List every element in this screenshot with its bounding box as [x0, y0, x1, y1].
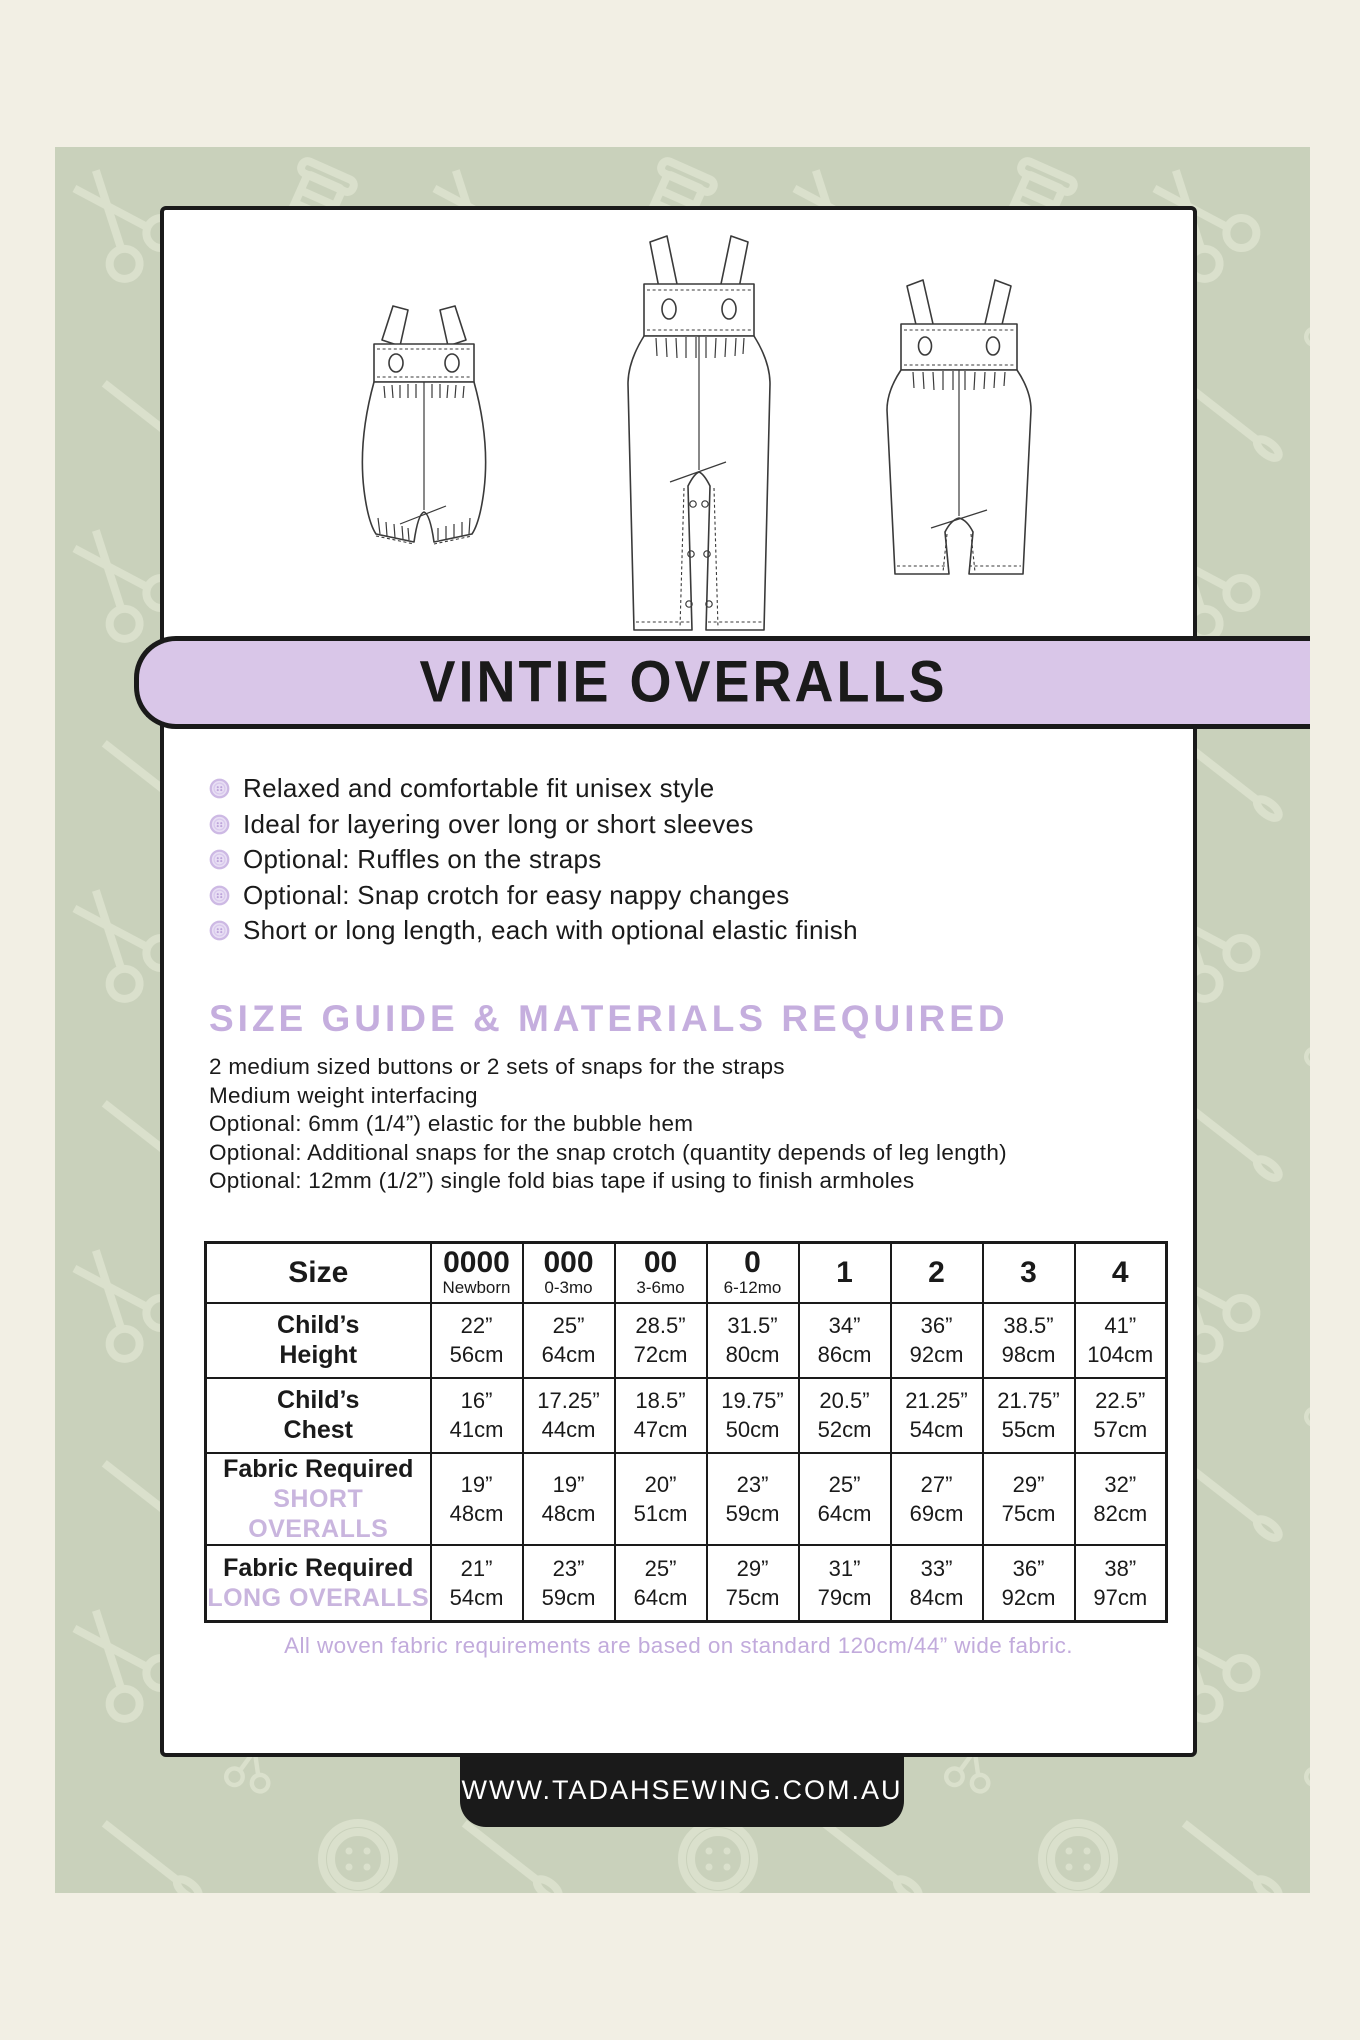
- table-cell: 29” 75cm: [707, 1545, 799, 1622]
- feature-text: Optional: Ruffles on the straps: [243, 844, 602, 875]
- materials-line: Optional: 6mm (1/4”) elastic for the bubble hem: [209, 1111, 694, 1137]
- table-cell: 23” 59cm: [523, 1545, 615, 1622]
- table-cell: 18.5” 47cm: [615, 1378, 707, 1453]
- button-bullet-icon: [209, 920, 230, 941]
- technical-drawings: [164, 210, 1193, 650]
- table-cell: 38” 97cm: [1075, 1545, 1167, 1622]
- table-row-height: [206, 1303, 1167, 1378]
- feature-item: [209, 878, 858, 914]
- materials-line: Optional: 12mm (1/2”) single fold bias tape if using to finish armholes: [209, 1168, 915, 1194]
- table-cell: 41” 104cm: [1075, 1303, 1167, 1378]
- table-cell: 38.5” 98cm: [983, 1303, 1075, 1378]
- materials-line: Medium weight interfacing: [209, 1082, 478, 1108]
- table-cell: 19” 48cm: [523, 1453, 615, 1545]
- size-column-header: 4: [1075, 1243, 1167, 1303]
- feature-item: [209, 807, 858, 843]
- size-table-header-row: [206, 1243, 1167, 1303]
- table-cell: 31.5” 80cm: [707, 1303, 799, 1378]
- button-bullet-icon: [209, 885, 230, 906]
- table-cell: 36” 92cm: [983, 1545, 1075, 1622]
- table-cell: 31” 79cm: [799, 1545, 891, 1622]
- table-cell: 25” 64cm: [799, 1453, 891, 1545]
- short-bubble-romper-drawing: [334, 300, 514, 580]
- table-cell: 28.5” 72cm: [615, 1303, 707, 1378]
- table-cell: 34” 86cm: [799, 1303, 891, 1378]
- table-cell: 20” 51cm: [615, 1453, 707, 1545]
- materials-line: Optional: Additional snaps for the snap crotch (quantity depends of leg length): [209, 1139, 1007, 1165]
- feature-item: [209, 913, 858, 949]
- feature-item: [209, 842, 858, 878]
- button-bullet-icon: [209, 778, 230, 799]
- table-cell: 25” 64cm: [615, 1545, 707, 1622]
- table-cell: 33” 84cm: [891, 1545, 983, 1622]
- materials-line: 2 medium sized buttons or 2 sets of snaps for the straps: [209, 1054, 785, 1079]
- table-cell: 17.25” 44cm: [523, 1378, 615, 1453]
- table-cell: 16” 41cm: [431, 1378, 523, 1453]
- feature-text: Relaxed and comfortable fit unisex style: [243, 773, 715, 804]
- table-row-fabric-short: [206, 1453, 1167, 1545]
- table-cell: 25” 64cm: [523, 1303, 615, 1378]
- row-label: Fabric Required LONG OVERALLS: [206, 1545, 431, 1622]
- size-corner-label: Size: [206, 1243, 431, 1303]
- row-label: Child’s Height: [206, 1303, 431, 1378]
- feature-text: Short or long length, each with optional elastic finish: [243, 915, 858, 946]
- table-row-fabric-long: [206, 1545, 1167, 1622]
- row-label: Child’s Chest: [206, 1378, 431, 1453]
- size-table: [204, 1241, 1168, 1623]
- size-column-header: 1: [799, 1243, 891, 1303]
- short-overalls-drawing: [879, 278, 1039, 590]
- table-cell: 22.5” 57cm: [1075, 1378, 1167, 1453]
- table-cell: 29” 75cm: [983, 1453, 1075, 1545]
- button-bullet-icon: [209, 814, 230, 835]
- table-cell: 23” 59cm: [707, 1453, 799, 1545]
- table-cell: 22” 56cm: [431, 1303, 523, 1378]
- feature-text: Ideal for layering over long or short sleeves: [243, 808, 754, 839]
- website-url: WWW.TADAHSEWING.COM.AU: [461, 1774, 903, 1805]
- feature-text: Optional: Snap crotch for easy nappy changes: [243, 879, 790, 910]
- size-column-header: 3: [983, 1243, 1075, 1303]
- long-overalls-drawing: [614, 232, 784, 644]
- table-cell: 19.75” 50cm: [707, 1378, 799, 1453]
- table-cell: 32” 82cm: [1075, 1453, 1167, 1545]
- title-banner: [134, 636, 1310, 729]
- materials-list: [209, 1053, 1007, 1196]
- row-label: Fabric Required SHORT OVERALLS: [206, 1453, 431, 1545]
- table-row-chest: [206, 1378, 1167, 1453]
- size-guide-heading: SIZE GUIDE & MATERIALS REQUIRED: [209, 998, 1009, 1039]
- fabric-width-note: All woven fabric requirements are based on standard 120cm/44” wide fabric.: [284, 1633, 1073, 1658]
- size-column-header: 000 0-3mo: [523, 1243, 615, 1303]
- table-cell: 21.25” 54cm: [891, 1378, 983, 1453]
- feature-item: [209, 771, 858, 807]
- size-column-header: 0000 Newborn: [431, 1243, 523, 1303]
- table-cell: 27” 69cm: [891, 1453, 983, 1545]
- website-banner: [460, 1753, 904, 1827]
- size-column-header: 2: [891, 1243, 983, 1303]
- size-column-header: 0 6-12mo: [707, 1243, 799, 1303]
- table-cell: 20.5” 52cm: [799, 1378, 891, 1453]
- pattern-card: [160, 206, 1197, 1757]
- table-cell: 19” 48cm: [431, 1453, 523, 1545]
- table-cell: 21.75” 55cm: [983, 1378, 1075, 1453]
- button-bullet-icon: [209, 849, 230, 870]
- page-title: VINTIE OVERALLS: [419, 649, 948, 715]
- table-cell: 36” 92cm: [891, 1303, 983, 1378]
- feature-list: [209, 771, 858, 949]
- size-column-header: 00 3-6mo: [615, 1243, 707, 1303]
- table-cell: 21” 54cm: [431, 1545, 523, 1622]
